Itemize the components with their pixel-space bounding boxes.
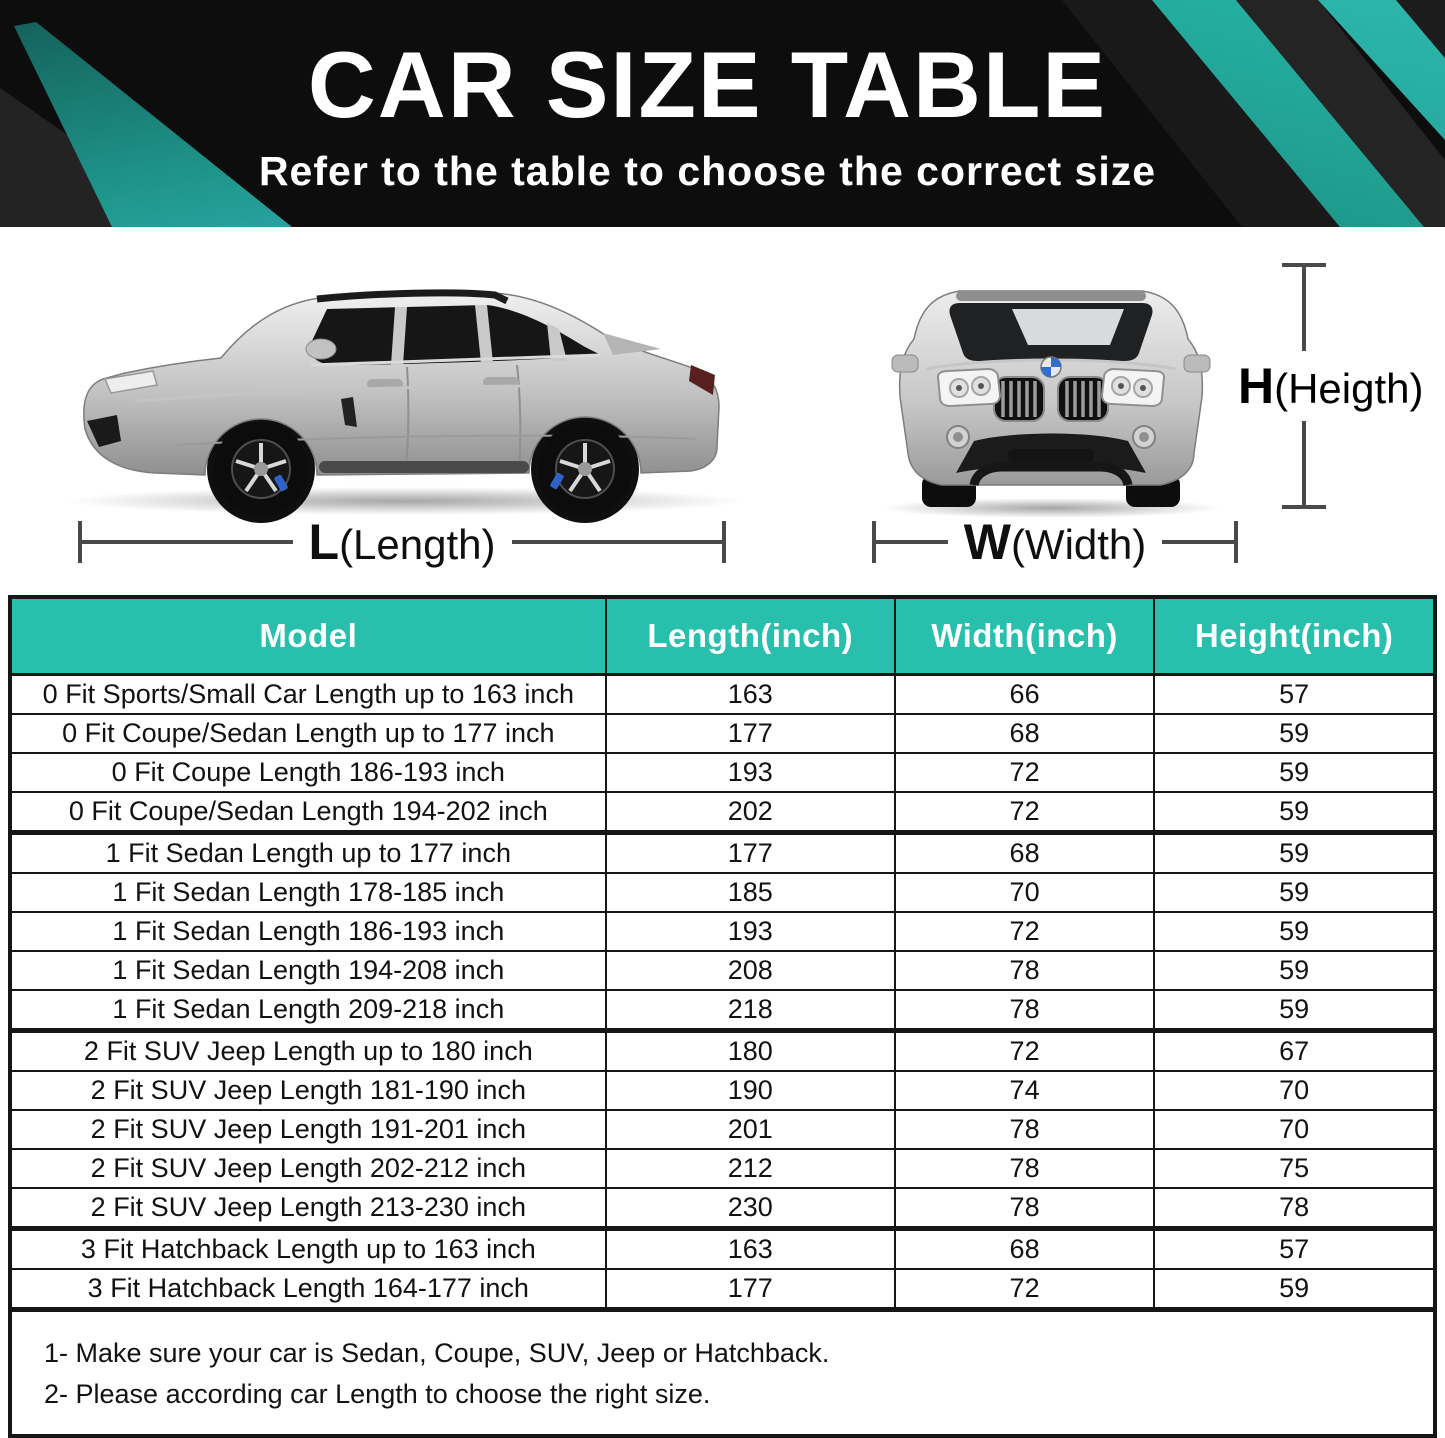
cell-length: 230 (606, 1188, 895, 1229)
cell-width: 78 (895, 1149, 1154, 1188)
column-header-height: Height(inch) (1154, 597, 1435, 675)
cell-height: 70 (1154, 1110, 1435, 1149)
table-row (10, 1110, 1435, 1149)
table-row (10, 1229, 1435, 1270)
table-row (10, 753, 1435, 792)
cell-height: 59 (1154, 1269, 1435, 1310)
table-row (10, 912, 1435, 951)
cell-width: 70 (895, 873, 1154, 912)
width-dimension-line (872, 514, 1238, 570)
table-row (10, 792, 1435, 833)
dimension-line (82, 540, 293, 544)
height-dimension-line (1238, 263, 1424, 509)
cell-width: 78 (895, 990, 1154, 1031)
cell-length: 202 (606, 792, 895, 833)
cell-length: 212 (606, 1149, 895, 1188)
cell-height: 59 (1154, 714, 1435, 753)
length-label (308, 514, 496, 570)
table-row (10, 1269, 1435, 1310)
table-row (10, 873, 1435, 912)
cell-model: 3 Fit Hatchback Length 164-177 inch (10, 1269, 606, 1310)
notes-cell (10, 1310, 1435, 1437)
cell-height: 70 (1154, 1071, 1435, 1110)
dimension-tick (1282, 505, 1326, 509)
cell-height: 57 (1154, 675, 1435, 715)
cell-length: 218 (606, 990, 895, 1031)
table-row (10, 833, 1435, 874)
height-label-rest: (Heigth) (1274, 365, 1424, 412)
cell-width: 72 (895, 792, 1154, 833)
column-header-width: Width(inch) (895, 597, 1154, 675)
dimension-line (1162, 540, 1234, 544)
cell-length: 163 (606, 1229, 895, 1270)
dimension-line (512, 540, 723, 544)
cell-model: 1 Fit Sedan Length 186-193 inch (10, 912, 606, 951)
cell-width: 68 (895, 833, 1154, 874)
cell-width: 72 (895, 1031, 1154, 1072)
height-label (1236, 351, 1426, 421)
dimension-tick (722, 521, 726, 563)
cell-width: 72 (895, 1269, 1154, 1310)
cell-model: 0 Fit Sports/Small Car Length up to 163 inch (10, 675, 606, 715)
table-row (10, 1188, 1435, 1229)
column-header-model: Model (10, 597, 606, 675)
cell-width: 72 (895, 753, 1154, 792)
cell-height: 59 (1154, 833, 1435, 874)
right-mirror (1184, 355, 1210, 372)
right-headlight (1102, 369, 1164, 406)
cell-width: 78 (895, 951, 1154, 990)
table-row (10, 951, 1435, 990)
cell-height: 59 (1154, 792, 1435, 833)
table-notes-row (10, 1310, 1435, 1437)
car-dimension-diagram (0, 227, 1445, 595)
width-label-rest: (Width) (1010, 521, 1147, 568)
cell-model: 2 Fit SUV Jeep Length up to 180 inch (10, 1031, 606, 1072)
cell-model: 1 Fit Sedan Length 194-208 inch (10, 951, 606, 990)
car-size-table (8, 595, 1437, 1438)
cell-model: 3 Fit Hatchback Length up to 163 inch (10, 1229, 606, 1270)
cell-length: 193 (606, 912, 895, 951)
cell-width: 72 (895, 912, 1154, 951)
table-row (10, 1031, 1435, 1072)
cell-height: 75 (1154, 1149, 1435, 1188)
cell-height: 78 (1154, 1188, 1435, 1229)
cell-length: 193 (606, 753, 895, 792)
left-headlight (938, 369, 1000, 406)
note-1: 1- Make sure your car is Sedan, Coupe, SUV, Jeep or Hatchback. (44, 1338, 830, 1368)
cell-model: 1 Fit Sedan Length 178-185 inch (10, 873, 606, 912)
suv-front-view-illustration (862, 245, 1240, 520)
cell-height: 59 (1154, 873, 1435, 912)
cell-height: 59 (1154, 951, 1435, 990)
note-2: 2- Please according car Length to choose the right size. (44, 1379, 711, 1409)
cell-model: 0 Fit Coupe/Sedan Length up to 177 inch (10, 714, 606, 753)
left-mirror (892, 355, 918, 372)
cell-height: 59 (1154, 912, 1435, 951)
dimension-tick (1234, 521, 1238, 563)
cell-length: 208 (606, 951, 895, 990)
front-wheel (214, 422, 308, 516)
cell-width: 66 (895, 675, 1154, 715)
cell-length: 177 (606, 714, 895, 753)
cell-width: 78 (895, 1110, 1154, 1149)
table-row (10, 1149, 1435, 1188)
cell-length: 201 (606, 1110, 895, 1149)
table-row (10, 675, 1435, 715)
table-row (10, 1071, 1435, 1110)
suv-side-view-illustration (55, 249, 755, 524)
cell-model: 2 Fit SUV Jeep Length 202-212 inch (10, 1149, 606, 1188)
cell-height: 57 (1154, 1229, 1435, 1270)
cell-length: 177 (606, 833, 895, 874)
banner (0, 0, 1445, 227)
cell-length: 163 (606, 675, 895, 715)
rear-wheel (538, 422, 632, 516)
table-row (10, 990, 1435, 1031)
cell-width: 68 (895, 714, 1154, 753)
cell-model: 2 Fit SUV Jeep Length 213-230 inch (10, 1188, 606, 1229)
length-label-letter: L (308, 514, 340, 570)
cell-length: 185 (606, 873, 895, 912)
cell-model: 0 Fit Coupe Length 186-193 inch (10, 753, 606, 792)
cell-model: 1 Fit Sedan Length 209-218 inch (10, 990, 606, 1031)
cell-width: 68 (895, 1229, 1154, 1270)
page-title: CAR SIZE TABLE (307, 32, 1108, 137)
dimension-line (876, 540, 948, 544)
cell-length: 177 (606, 1269, 895, 1310)
length-label-rest: (Length) (339, 521, 496, 568)
ground-shadow (65, 487, 745, 515)
cell-width: 78 (895, 1188, 1154, 1229)
column-header-length: Length(inch) (606, 597, 895, 675)
cell-height: 59 (1154, 990, 1435, 1031)
page-subtitle: Refer to the table to choose the correct size (258, 148, 1157, 194)
cell-model: 0 Fit Coupe/Sedan Length 194-202 inch (10, 792, 606, 833)
cell-height: 59 (1154, 753, 1435, 792)
cell-height: 67 (1154, 1031, 1435, 1072)
width-label (963, 514, 1147, 570)
cell-model: 2 Fit SUV Jeep Length 191-201 inch (10, 1110, 606, 1149)
table-row (10, 714, 1435, 753)
cell-model: 1 Fit Sedan Length up to 177 inch (10, 833, 606, 874)
table-header-row (10, 597, 1435, 675)
cell-length: 180 (606, 1031, 895, 1072)
cell-model: 2 Fit SUV Jeep Length 181-190 inch (10, 1071, 606, 1110)
height-label-letter: H (1238, 358, 1275, 414)
cell-length: 190 (606, 1071, 895, 1110)
length-dimension-line (78, 514, 726, 570)
cell-width: 74 (895, 1071, 1154, 1110)
width-label-letter: W (963, 514, 1011, 570)
